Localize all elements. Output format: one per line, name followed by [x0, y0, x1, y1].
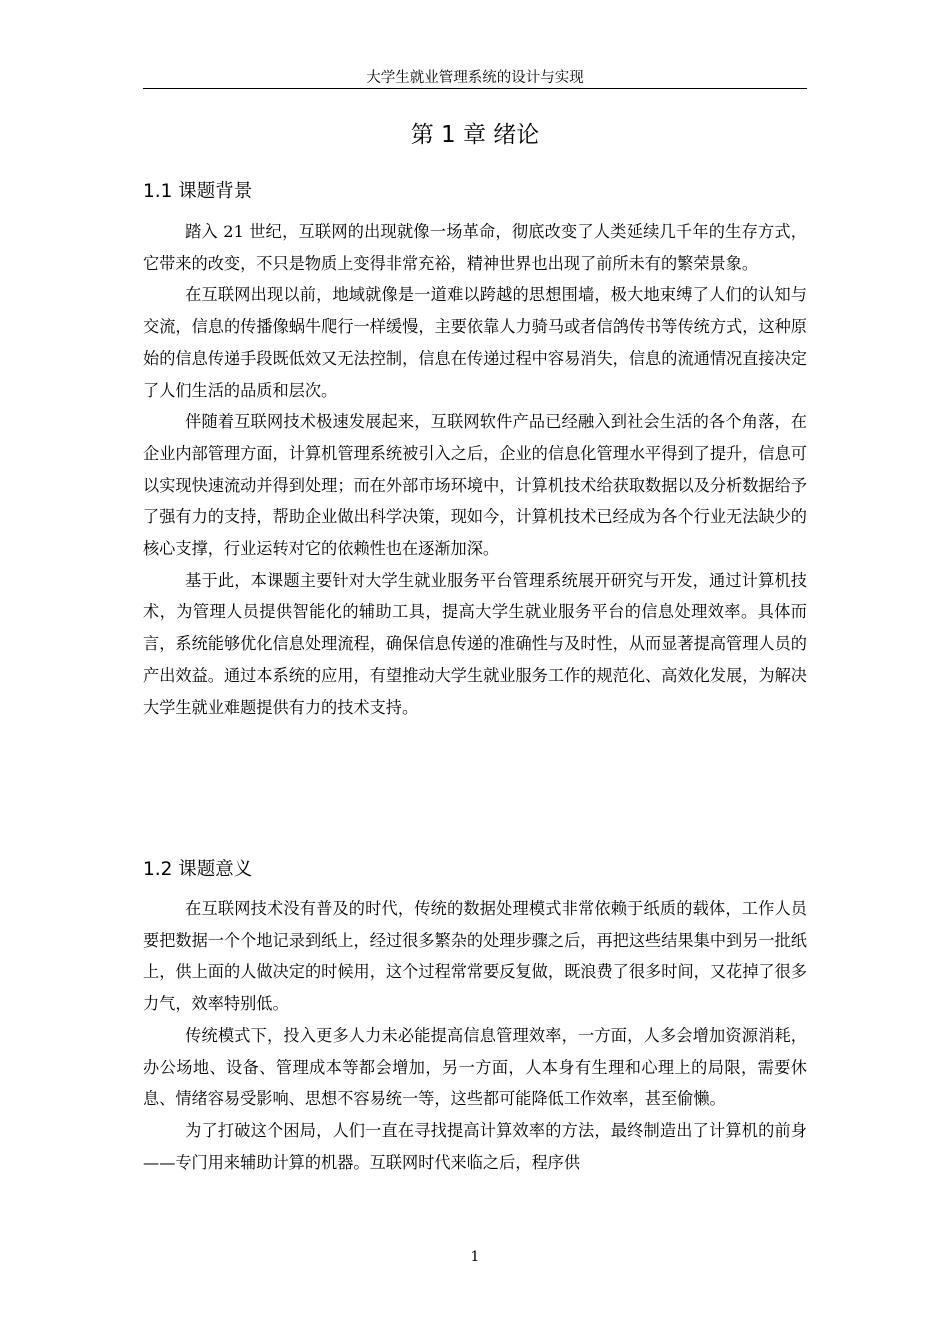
section-heading-1-1: 1.1 课题背景 [143, 181, 253, 202]
paragraph: 在互联网技术没有普及的时代，传统的数据处理模式非常依赖于纸质的载体，工作人员要把数据一个个地记录到纸上，经过很多繁杂的处理步骤之后，再把这些结果集中到另一批纸上，供上面的人做决定的时候用，这个过程常常要反复做，既浪费了很多时间，又花掉了很多力气，效率特别低。 [143, 899, 807, 1014]
paragraph: 踏入 21 世纪，互联网的出现就像一场革命，彻底改变了人类延续几千年的生存方式，它带来的改变，不只是物质上变得非常充裕，精神世界也出现了前所未有的繁荣景象。 [143, 222, 807, 273]
paragraph: 伴随着互联网技术极速发展起来，互联网软件产品已经融入到社会生活的各个角落，在企业内部管理方面，计算机管理系统被引入之后，企业的信息化管理水平得到了提升，信息可以实现快速流动并得到处理；而在外部市场环境中，计算机技术给获取数据以及分析数据给予了强有力的支持，帮助企业做出科学决策，现如今，计算机技术已经成为各个行业无法缺少的核心支撑，行业运转对它的依赖性也在逐渐加深。 [143, 412, 807, 559]
running-header: 大学生就业管理系统的设计与实现 [366, 70, 584, 86]
section-heading-1-2: 1.2 课题意义 [143, 859, 253, 880]
header-rule [143, 88, 807, 89]
section-1-1-body [143, 216, 807, 723]
page-number: 1 [470, 1249, 480, 1265]
paragraph: 为了打破这个困局，人们一直在寻找提高计算效率的方法，最终制造出了计算机的前身——专门用来辅助计算的机器。互联网时代来临之后，程序供 [143, 1120, 807, 1172]
chapter-title: 第 1 章 绪论 [410, 122, 540, 148]
paragraph: 基于此，本课题主要针对大学生就业服务平台管理系统展开研究与开发，通过计算机技术，为管理人员提供智能化的辅助工具，提高大学生就业服务平台的信息处理效率。具体而言，系统能够优化信息处理流程，确保信息传递的准确性与及时性，从而显著提高管理人员的产出效益。通过本系统的应用，有望推动大学生就业服务工作的规范化、高效化发展，为解决大学生就业难题提供有力的技术支持。 [143, 570, 807, 717]
section-1-2-body [143, 893, 807, 1178]
paragraph: 传统模式下，投入更多人力未必能提高信息管理效率，一方面，人多会增加资源消耗，办公场地、设备、管理成本等都会增加，另一方面，人本身有生理和心理上的局限，需要休息、情绪容易受影响、思想不容易统一等，这些都可能降低工作效率，甚至偷懒。 [143, 1025, 807, 1109]
paragraph: 在互联网出现以前，地域就像是一道难以跨越的思想围墙，极大地束缚了人们的认知与交流，信息的传播像蜗牛爬行一样缓慢，主要依靠人力骑马或者信鸽传书等传统方式，这种原始的信息传递手段既低效又无法控制，信息在传递过程中容易消失，信息的流通情况直接决定了人们生活的品质和层次。 [143, 285, 807, 400]
